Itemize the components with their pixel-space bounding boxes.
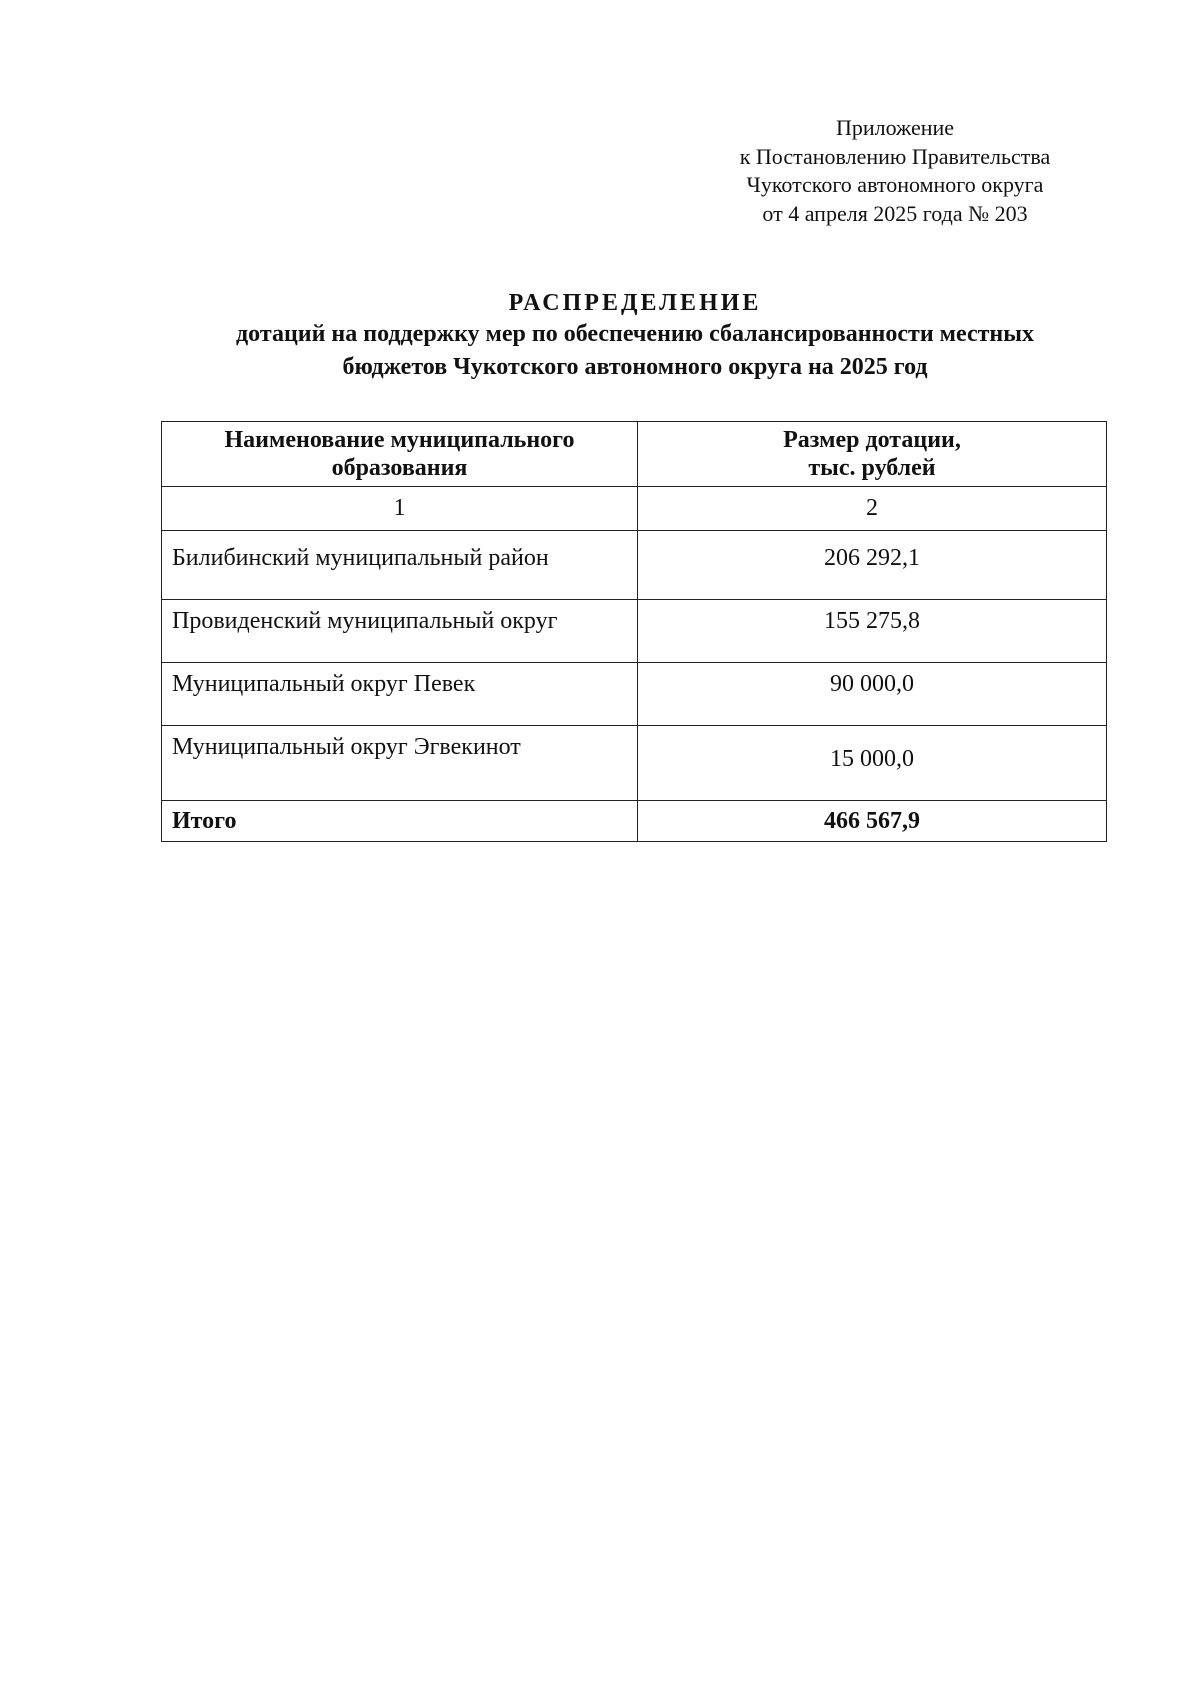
column-number: 2 xyxy=(638,487,1107,531)
header-municipality-line2: образования xyxy=(331,455,468,481)
table-row xyxy=(162,531,1107,600)
title-main: РАСПРЕДЕЛЕНИЕ xyxy=(508,290,762,316)
total-label: Итого xyxy=(162,801,638,842)
table-row xyxy=(162,663,1107,726)
document-title xyxy=(150,288,1120,384)
appendix-label: Приложение xyxy=(835,115,955,140)
header-amount-line2: тыс. рублей xyxy=(808,455,936,481)
title-subtitle-line1: дотаций на поддержку мер по обеспечению сбалансированности местных xyxy=(236,321,1034,347)
distribution-table xyxy=(161,421,1107,842)
subsidy-amount: 206 292,1 xyxy=(638,531,1107,600)
subsidy-amount: 90 000,0 xyxy=(638,663,1107,726)
table-row xyxy=(162,726,1107,801)
municipality-name: Муниципальный округ Певек xyxy=(162,663,638,726)
table-row xyxy=(162,600,1107,663)
appendix-resolution-ref: к Постановлению Правительства xyxy=(739,143,1051,169)
subsidy-amount: 15 000,0 xyxy=(638,726,1107,801)
total-amount: 466 567,9 xyxy=(638,801,1107,842)
header-municipality-line1: Наименование муниципального xyxy=(224,427,575,453)
municipality-name: Билибинский муниципальный район xyxy=(162,531,638,600)
header-municipality xyxy=(162,422,638,487)
total-row xyxy=(162,801,1107,842)
municipality-name: Провиденский муниципальный округ xyxy=(162,600,638,663)
title-subtitle-line2: бюджетов Чукотского автономного округа на 2025 год xyxy=(342,354,928,380)
column-number: 1 xyxy=(162,487,638,531)
appendix-header xyxy=(710,114,1080,228)
header-amount-line1: Размер дотации, xyxy=(783,427,961,453)
appendix-region: Чукотского автономного округа xyxy=(746,172,1044,197)
header-amount xyxy=(638,422,1107,487)
appendix-date-number: от 4 апреля 2025 года № 203 xyxy=(762,200,1028,226)
column-number-row xyxy=(162,487,1107,531)
table-header-row xyxy=(162,422,1107,487)
subsidy-amount: 155 275,8 xyxy=(638,600,1107,663)
municipality-name: Муниципальный округ Эгвекинот xyxy=(162,726,638,801)
